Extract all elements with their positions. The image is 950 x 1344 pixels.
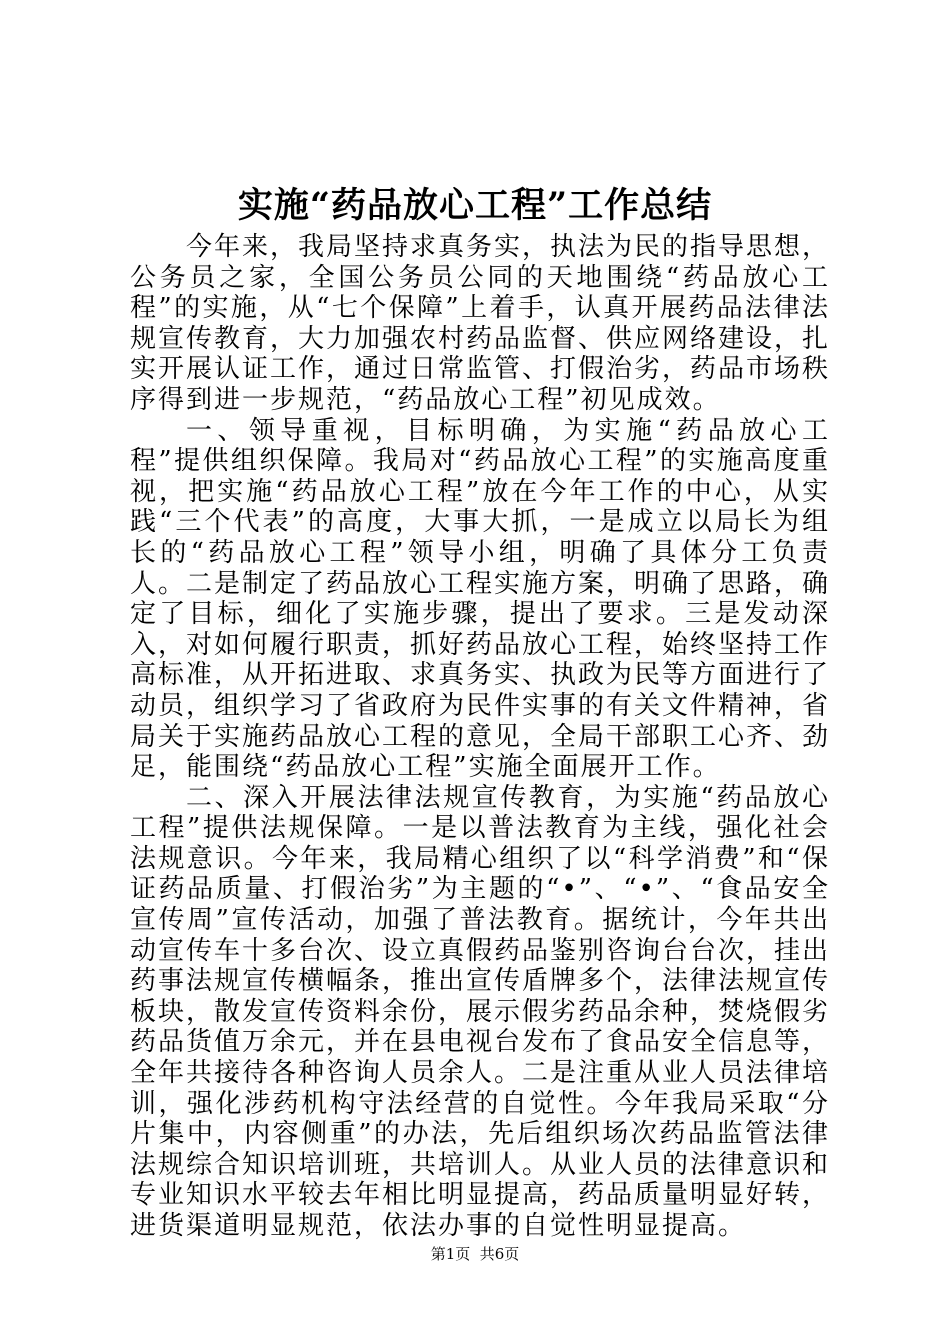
document-title: 实施“药品放心工程”工作总结: [237, 185, 713, 226]
page-number-footer: 第1页 共6页: [430, 1245, 520, 1263]
paragraph-section-1: 一、领导重视，目标明确，为实施“药品放心工程”提供组织保障。我局对“药品放心工程”的实施高度重视，把实施“药品放心工程”放在今年工作的中心，从实践“三个代表”的高度，大事大抓，一是成立以局长为组长的“药品放心工程”领导小组，明确了具体分工负责人。二是制定了药品放心工程实施方案，明确了思路，确定了目标，细化了实施步骤，提出了要求。三是发动深入，对如何履行职责，抓好药品放心工程，始终坚持工作高标准，从开拓进取、求真务实、执政为民等方面进行了动员，组织学习了省政府为民件实事的有关文件精神，省局关于实施药品放心工程的意见，全局干部职工心齐、劲足，能围绕“药品放心工程”实施全面展开工作。: [130, 415, 831, 783]
paragraph-section-2: 二、深入开展法律法规宣传教育，为实施“药品放心工程”提供法规保障。一是以普法教育为主线，强化社会法规意识。今年来，我局精心组织了以“科学消费”和“保证药品质量、打假治劣”为主题的“•”、“•”、“食品安全宣传周”宣传活动，加强了普法教育。据统计，今年共出动宣传车十多台次、设立真假药品鉴别咨询台台次，挂出药事法规宣传横幅条，推出宣传盾牌多个，法律法规宣传板块，散发宣传资料余份，展示假劣药品余种，焚烧假劣药品货值万余元，并在县电视台发布了食品安全信息等，全年共接待各种咨询人员余人。二是注重从业人员法律培训，强化涉药机构守法经营的自觉性。今年我局采取“分片集中，内容侧重”的办法，先后组织场次药品监管法律法规综合知识培训班，共培训人。从业人员的法律意识和专业知识水平较去年相比明显提高，药品质量明显好转，进货渠道明显规范，依法办事的自觉性明显提高。: [130, 782, 831, 1241]
document-body: [130, 232, 830, 1242]
paragraph-intro: 今年来，我局坚持求真务实，执法为民的指导思想，公务员之家，全国公务员公同的天地围绕“药品放心工程”的实施，从“七个保障”上着手，认真开展药品法律法规宣传教育，大力加强农村药品监督、供应网络建设，扎实开展认证工作，通过日常监管、打假治劣，药品市场秩序得到进一步规范，“药品放心工程”初见成效。: [130, 232, 831, 415]
